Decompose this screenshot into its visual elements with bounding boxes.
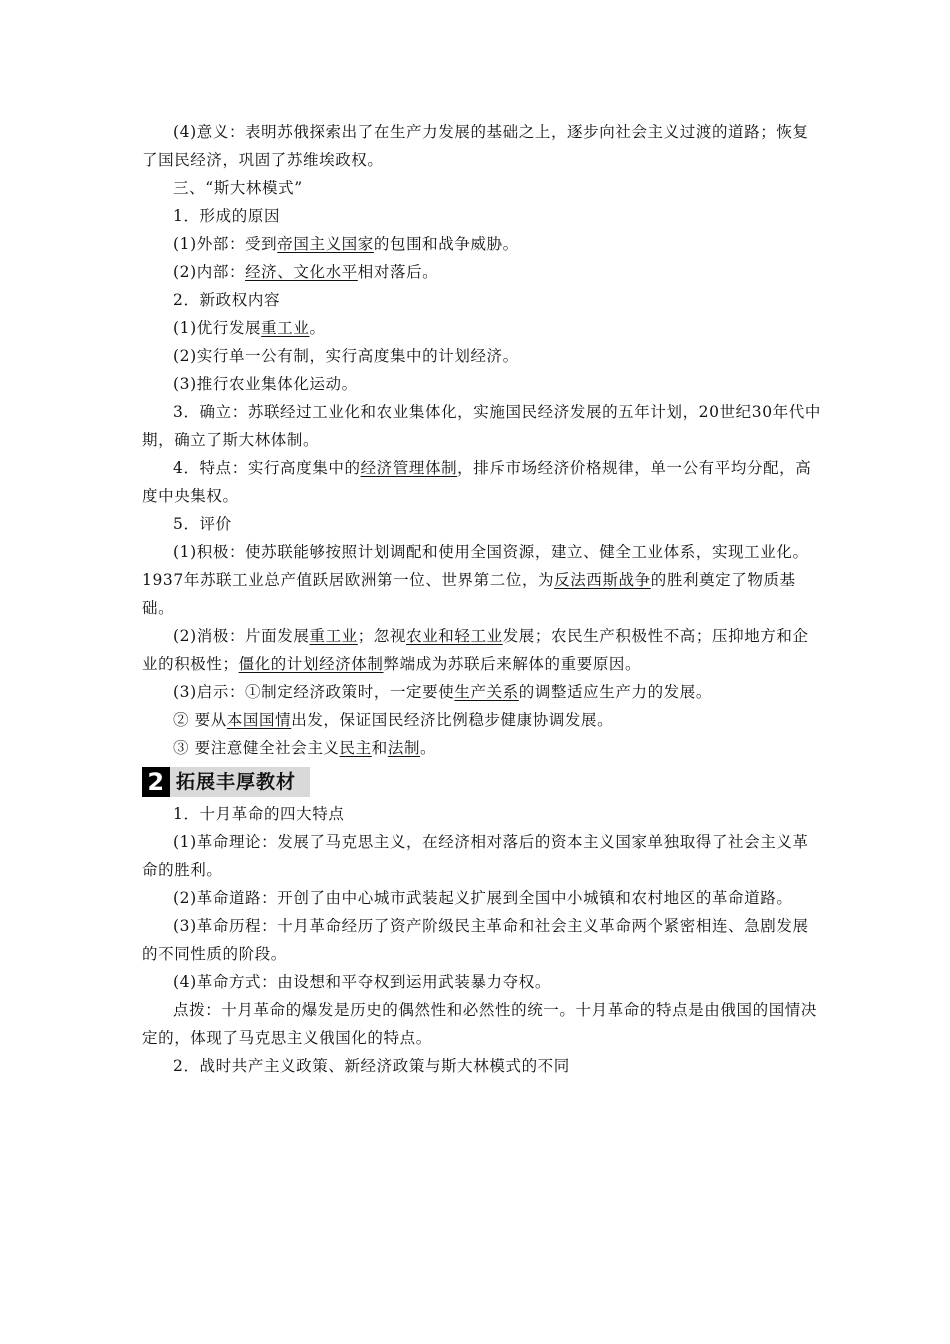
paragraph [142, 622, 822, 678]
text-segment: (1)优行发展 [173, 319, 262, 337]
text-segment: 2．新政权内容 [173, 291, 281, 309]
underlined-term: 僵化的计划经济体制 [238, 655, 384, 673]
text-segment: 3．确立：苏联经过工业化和农业集体化，实施国民经济发展的五年计划，20世纪30年代中期，确立了斯大林体制。 [142, 403, 822, 449]
underlined-term: 反法西斯战争 [554, 571, 651, 589]
text-segment: (2)消极：片面发展 [173, 627, 310, 645]
text-segment: 三、“斯大林模式” [173, 179, 303, 197]
underlined-term: 法制 [387, 739, 421, 757]
section-header [142, 766, 822, 798]
text-segment: 相对落后。 [357, 263, 439, 281]
paragraph [142, 884, 822, 912]
text-segment: 5．评价 [173, 515, 232, 533]
text-segment: (2)内部： [173, 263, 246, 281]
text-segment: 发展；农民生产积极性不高；压抑地方和企业的积极性； [142, 627, 809, 673]
underlined-term: 重工业 [309, 627, 358, 645]
paragraph [142, 174, 822, 202]
underlined-term: 民主 [339, 739, 372, 757]
text-segment: 点拨：十月革命的爆发是历史的偶然性和必然性的统一。十月革命的特点是由俄国的国情决定的，体现了马克思主义俄国化的特点。 [142, 1001, 818, 1047]
underlined-term: 经济管理体制 [360, 459, 458, 477]
text-segment: 弊端成为苏联后来解体的重要原因。 [383, 655, 642, 673]
paragraph [142, 398, 822, 454]
paragraph [142, 454, 822, 510]
underlined-term: 经济、文化水平 [245, 263, 358, 281]
paragraph [142, 828, 822, 884]
text-segment: 4．特点：实行高度集中的 [173, 459, 361, 477]
text-segment: 出发，保证国民经济比例稳步健康协调发展。 [291, 711, 614, 729]
text-segment: ，排斥市场经济价格规律，单一公有平均分配，高度中央集权。 [142, 459, 812, 505]
text-segment: ；忽视 [357, 627, 407, 645]
paragraph [142, 678, 822, 706]
underlined-term: 农业和轻工业 [406, 627, 503, 645]
text-segment: ② 要从 [173, 711, 227, 729]
paragraph [142, 314, 822, 342]
paragraph [142, 342, 822, 370]
section-title: 拓展丰厚教材 [170, 767, 310, 797]
text-segment: 的包围和战争威胁。 [373, 235, 519, 253]
text-segment: (3)启示：①制定经济政策时，一定要使 [173, 683, 455, 701]
paragraph [142, 538, 822, 622]
underlined-term: 重工业 [261, 319, 310, 337]
text-segment: 。 [420, 739, 437, 757]
paragraph-block-stalin-model [142, 118, 822, 762]
underlined-term: 帝国主义国家 [277, 235, 374, 253]
text-segment: (3)革命历程：十月革命经历了资产阶级民主革命和社会主义革命两个紧密相连、急剧发展的不同性质的阶段。 [142, 917, 809, 963]
text-segment: (2)实行单一公有制，实行高度集中的计划经济。 [173, 347, 519, 365]
paragraph [142, 706, 822, 734]
text-segment: (1)积极：使苏联能够按照计划调配和使用全国资源，建立、健全工业体系，实现工业化。1937年苏联工业总产值跃居欧洲第一位、世界第二位，为 [142, 543, 809, 589]
paragraph [142, 202, 822, 230]
text-segment: 的胜利奠定了物质基础。 [142, 571, 796, 617]
text-segment: 1．十月革命的四大特点 [173, 805, 345, 823]
paragraph [142, 1052, 822, 1080]
paragraph [142, 968, 822, 996]
text-segment: (4)意义：表明苏俄探索出了在生产力发展的基础之上，逐步向社会主义过渡的道路；恢复了国民经济，巩固了苏维埃政权。 [142, 123, 809, 169]
paragraph [142, 230, 822, 258]
underlined-term: 生产关系 [454, 683, 519, 701]
text-segment: 的调整适应生产力的发展。 [518, 683, 712, 701]
text-segment: (1)革命理论：发展了马克思主义，在经济相对落后的资本主义国家单独取得了社会主义革命的胜利。 [142, 833, 809, 879]
paragraph [142, 734, 822, 762]
paragraph [142, 370, 822, 398]
text-segment: 2．战时共产主义政策、新经济政策与斯大林模式的不同 [173, 1057, 570, 1075]
paragraph [142, 912, 822, 968]
text-segment: (1)外部：受到 [173, 235, 278, 253]
text-segment: 1．形成的原因 [173, 207, 281, 225]
paragraph [142, 800, 822, 828]
text-segment: (2)革命道路：开创了由中心城市武装起义扩展到全国中小城镇和农村地区的革命道路。 [173, 889, 793, 907]
text-segment: 和 [371, 739, 388, 757]
underlined-term: 本国国情 [226, 711, 292, 729]
text-segment: 。 [309, 319, 326, 337]
paragraph [142, 258, 822, 286]
document-content [142, 118, 822, 1080]
paragraph-block-october-revolution [142, 800, 822, 1080]
text-segment: (4)革命方式：由设想和平夺权到运用武装暴力夺权。 [173, 973, 551, 991]
paragraph [142, 286, 822, 314]
text-segment: ③ 要注意健全社会主义 [173, 739, 340, 757]
paragraph [142, 996, 822, 1052]
text-segment: (3)推行农业集体化运动。 [173, 375, 358, 393]
paragraph [142, 510, 822, 538]
paragraph [142, 118, 822, 174]
section-number-badge: 2 [142, 767, 170, 797]
